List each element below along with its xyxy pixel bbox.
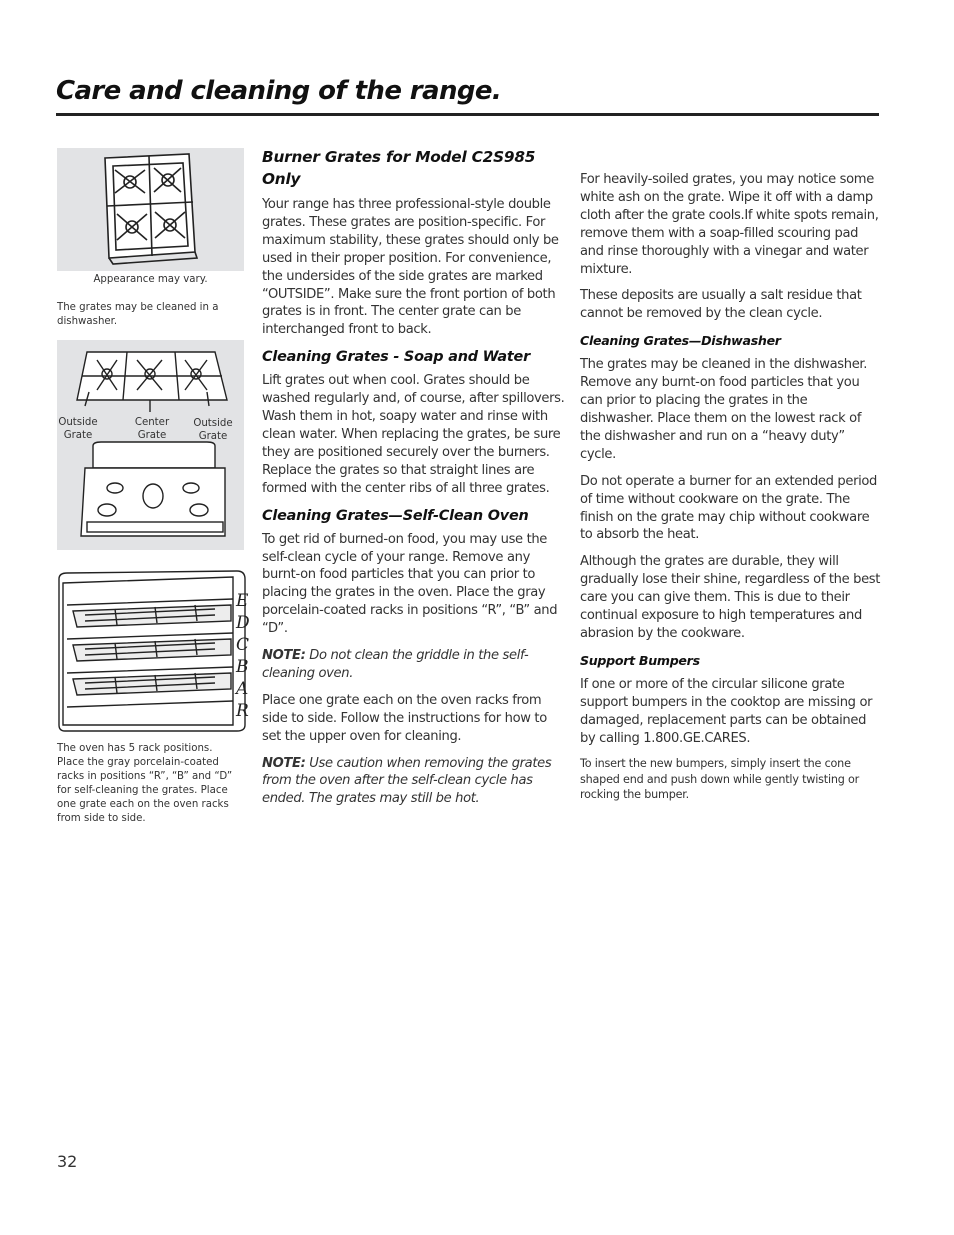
label-outside-grate-right: [191, 417, 235, 443]
cooktop-grates-illustration: [57, 340, 244, 550]
section-heading: Burner Grates for Model C2S985 Only: [262, 148, 536, 188]
figure-caption-racks: The oven has 5 rack positions. Place the gray porcelain-coated racks in positions “R”, “B” and “D” for self-cleaning the grates. Place one grate each on the oven racks from side to side.: [57, 743, 233, 824]
rack-letter-c: C: [236, 635, 250, 655]
oven-drawing: [55, 569, 250, 733]
label-line: Grate: [63, 430, 93, 441]
burner-warning-paragraph: Do not operate a burner for an extended period of time without cookware on the grate. The finish on the grate may chip without cookware to absorb the heat.: [580, 473, 878, 543]
figure-note: The grates may be cleaned in a dishwasher.: [57, 302, 219, 327]
label-line: Outside: [58, 417, 98, 428]
figure-caption: Appearance may vary.: [93, 274, 208, 285]
page-number: 32: [57, 1152, 78, 1171]
rack-letter-e: E: [236, 591, 249, 611]
dishwasher-paragraph: The grates may be cleaned in the dishwasher. Remove any burnt-on food particles that you can prior to placing the grates in the dishwasher. Place them on the lowest rack of the dishwasher and run on a “heavy duty” cycle.: [580, 357, 868, 462]
note-text: Use caution when removing the grates from the oven after the self-clean cycle has ended. The grates may still be hot.: [262, 755, 552, 807]
subheading-dishwasher: Cleaning Grates—Dishwasher: [580, 333, 781, 349]
title-rule: [56, 113, 879, 116]
label-line: Grate: [198, 431, 228, 442]
label-outside-grate-left: [56, 416, 100, 442]
insert-bumpers-paragraph: To insert the new bumpers, simply insert the cone shaped end and push down while gently twisting or rocking the bumper.: [580, 757, 860, 802]
rack-letter-r: R: [236, 701, 249, 721]
bumpers-paragraph: If one or more of the circular silicone grate support bumpers in the cooktop are missing or damaged, replacement parts can be obtained by calling 1.800.GE.CARES.: [580, 676, 873, 746]
deposits-paragraph: These deposits are usually a salt residue that cannot be removed by the clean cycle.: [580, 288, 862, 322]
right-column: [580, 171, 882, 812]
rack-letter-a: A: [236, 679, 249, 699]
note-text: Do not clean the griddle in the self-cleaning oven.: [262, 648, 529, 681]
place-grates-paragraph: Place one grate each on the oven racks from side to side. Follow the instructions for how to set the upper oven for cleaning.: [262, 692, 547, 744]
durable-paragraph: Although the grates are durable, they will gradually lose their shine, regardless of the best care you can give them. This is due to their continual exposure to high temperatures and abrasion by the cookware.: [580, 554, 881, 641]
rack-letter-b: B: [236, 657, 249, 677]
label-line: Grate: [137, 430, 167, 441]
label-center-grate: [130, 416, 174, 442]
label-line: Center: [134, 417, 170, 428]
self-clean-paragraph: To get rid of burned-on food, you may use the self-clean cycle of your range. Remove any burnt-on food particles that you can prior to placing the grates in the oven. Place the gray porcelain-coated racks in positions “R”, “B” and “D”.: [262, 531, 558, 637]
note-caution: [262, 755, 565, 809]
note-label: NOTE:: [262, 648, 306, 664]
page-title: Care and cleaning of the range.: [56, 76, 502, 106]
subheading-support-bumpers: Support Bumpers: [580, 652, 700, 668]
cooktop-drawing: [57, 340, 244, 550]
subheading-soap-water: Cleaning Grates - Soap and Water: [262, 349, 530, 366]
soap-water-paragraph: Lift grates out when cool. Grates should be washed regularly and, of course, after spillovers. Wash them in hot, soapy water and rinse with clean water. When replacing the grates, be sure they are positioned securely over the burners. Replace the grates so that straight lines are formed with the center ribs of all three grates.: [262, 373, 565, 496]
intro-paragraph: Your range has three professional-style double grates. These grates are position-specific. For maximum stability, these grates should only be used in their proper position. For convenience, the undersides of the side grates are marked “OUTSIDE”. Make sure the front portion of both grates is in front. The center grate can be interchanged front to back.: [262, 197, 559, 338]
ash-paragraph: For heavily-soiled grates, you may notice some white ash on the grate. Wipe it off with a damp cloth after the grate cools.If white spots remain, remove them with a soap-filled scouring pad and rinse thoroughly with a vinegar and water mixture.: [580, 172, 879, 277]
rack-letter-d: D: [236, 613, 250, 633]
label-line: Outside: [193, 418, 233, 429]
double-grate-drawing: [57, 148, 244, 271]
subheading-self-clean: Cleaning Grates—Self-Clean Oven: [262, 507, 529, 524]
note-label: NOTE:: [262, 755, 306, 771]
oven-racks-illustration: [55, 569, 250, 733]
grate-illustration: [57, 148, 244, 271]
note-griddle: [262, 647, 565, 683]
middle-column: [262, 146, 565, 817]
